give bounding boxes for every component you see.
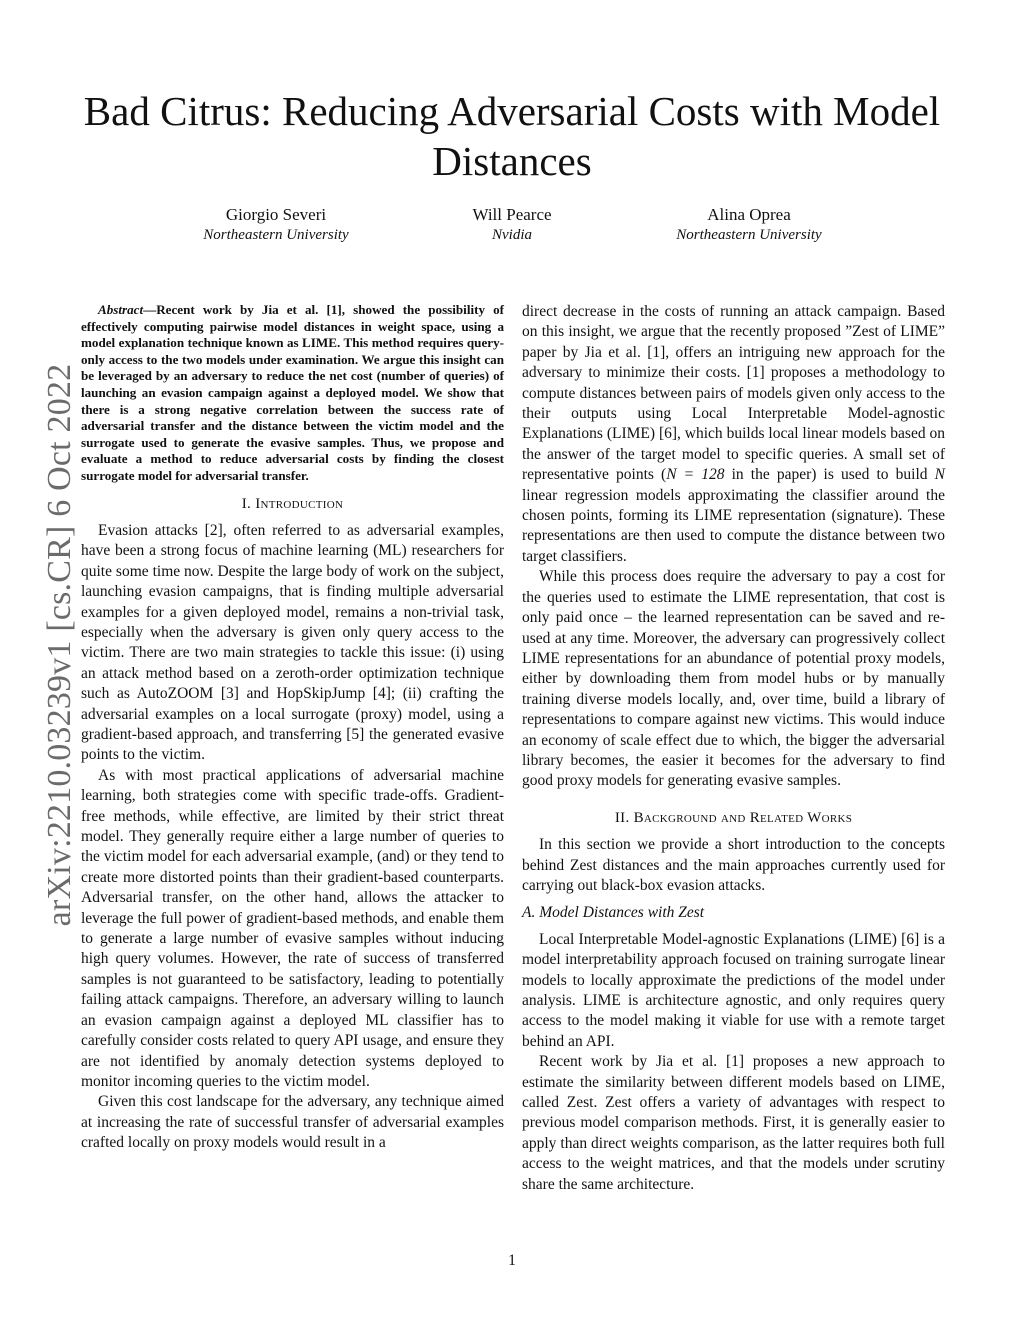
abstract-text: —Recent work by Jia et al. [1], showed the possibility of effectively computing pairwise model distances in weight space, using a model explanation technique known as LIME. This method requires query-only access to the two models under examination. We argue this insight can be leveraged by an adversary to reduce the net cost (number of queries) of launching an evasion campaign against a deployed model. We show that there is a strong negative correlation between the success rate of adversarial transfer and the distance between the victim model and the surrogate used to generate the evasive samples. Thus, we propose and evaluate a method to reduce adversarial costs by finding the closest surrogate model for adversarial transfer. <box>81 302 504 483</box>
author-affiliation: Northeastern University <box>676 227 822 243</box>
paragraph: Recent work by Jia et al. [1] proposes a new approach to estimate the similarity between different models based on LIME, called Zest. Zest offers a variety of advantages with respect to previous model comparison methods. First, it is generally easier to apply than direct weights comparison, as the latter requires both full access to the weight matrices, and that the models under scrutiny share the same architecture. <box>522 1053 945 1193</box>
paragraph: While this process does require the adversary to pay a cost for the queries used to estimate the LIME representation, that cost is only paid once – the learned representation can be saved and re-used at any time. Moreover, the adversary can progressively collect LIME representations for an abundance of potential proxy models, either by downloading them from model hubs or by manually training diverse models locally, and, over time, build a library of representations to compare against new victims. This would induce an economy of scale effect due to which, the bigger the adversarial library becomes, the easier it becomes for the adversary to find good proxy models for generating evasive samples. <box>522 568 945 790</box>
abstract <box>81 302 504 485</box>
text-run: in the paper) is used to build <box>724 466 935 484</box>
left-column <box>81 302 504 1154</box>
author-block <box>619 204 879 246</box>
author-block <box>146 204 406 246</box>
paragraph: Evasion attacks [2], often referred to as adversarial examples, have been a strong focus of machine learning (ML) researchers for quite some time now. Despite the large body of work on the subject, launching evasion campaigns, that is finding multiple adversarial examples for a given deployed model, remains a non-trivial task, especially when the adversary is given only query access to the victim. There are two main strategies to tackle this issue: (i) using an attack method based on a zeroth-order optimization technique such as AutoZOOM [3] and HopSkipJump [4]; (ii) crafting the adversarial examples on a local surrogate (proxy) model, using a gradient-based approach, and transferring [5] the generated evasive points to the victim. <box>81 521 504 764</box>
section-title: Background and Related Works <box>633 809 853 826</box>
page-number: 1 <box>508 1252 516 1269</box>
author-affiliation: Nvidia <box>492 227 532 243</box>
text-run: linear regression models approximating the classifier around the chosen points, forming its LIME representation (signature). These representations are then used to compute the distance between two target classifiers. <box>522 486 945 565</box>
section-number: II. <box>614 809 630 826</box>
abstract-label: Abstract <box>98 302 144 317</box>
section-heading-background <box>522 808 945 828</box>
author-affiliation: Northeastern University <box>203 227 349 243</box>
math-inline: N = 128 <box>666 466 725 484</box>
paragraph: Given this cost landscape for the adversary, any technique aimed at increasing the rate of successful transfer of adversarial examples crafted locally on proxy models would result in a <box>81 1093 504 1152</box>
section-number: I. <box>241 495 252 512</box>
math-inline: N <box>934 466 945 484</box>
paragraph: As with most practical applications of adversarial machine learning, both strategies come with specific trade-offs. Gradient-free methods, while effective, are limited by their strict threat model. They generally require either a large number of queries to the victim model for each adversarial example, (and) or they tend to create more distorted points than their gradient-based counterparts. Adversarial transfer, on the other hand, allows the attacker to leverage the full power of gradient-based methods, and enable them to generate a large number of evasive samples without inducing high query volumes. However, the rate of success of transferred samples is not guaranteed to be satisfactory, leading to potentially failing attack campaigns. Therefore, an adversary willing to launch an evasion campaign against a deployed ML classifier has to carefully consider costs related to query API usage, and ensure they are not identified by anomaly detection systems deployed to monitor incoming queries to the victim model. <box>81 766 504 1090</box>
author-name: Will Pearce <box>472 205 552 224</box>
author-name: Alina Oprea <box>707 205 791 224</box>
paper-title: Bad Citrus: Reducing Adversarial Costs with Model Distances <box>83 88 941 184</box>
section-title: Introduction <box>255 495 344 512</box>
text-run: direct decrease in the costs of running an attack campaign. Based on this insight, we argue that the recently proposed ”Zest of LIME” paper by Jia et al. [1], offers an intriguing new approach for the adversary to minimize their costs. [1] proposes a methodology to compute distances between pairs of models given only access to the their outputs using Local Interpretable Model-agnostic Explanations (LIME) [6], which builds local linear models based on the answer of the target model to specific queries. A small set of representative points ( <box>522 303 945 484</box>
right-column <box>522 302 945 1195</box>
author-name: Giorgio Severi <box>225 205 327 224</box>
paragraph: In this section we provide a short introduction to the concepts behind Zest distances and the main approaches currently used for carrying out black-box evasion attacks. <box>522 836 945 894</box>
paragraph <box>522 302 945 567</box>
arxiv-identifier: arXiv:2210.03239v1 [cs.CR] 6 Oct 2022 <box>41 363 78 927</box>
subsection-heading: A. Model Distances with Zest <box>522 904 705 922</box>
author-block <box>382 204 642 246</box>
section-heading-introduction <box>81 494 504 514</box>
paragraph: Local Interpretable Model-agnostic Explanations (LIME) [6] is a model interpretability approach focused on training surrogate linear models to locally approximate the predictions of the model under analysis. LIME is architecture agnostic, and only requires query access to the model making it viable for use with a remote target behind an API. <box>522 930 945 1050</box>
